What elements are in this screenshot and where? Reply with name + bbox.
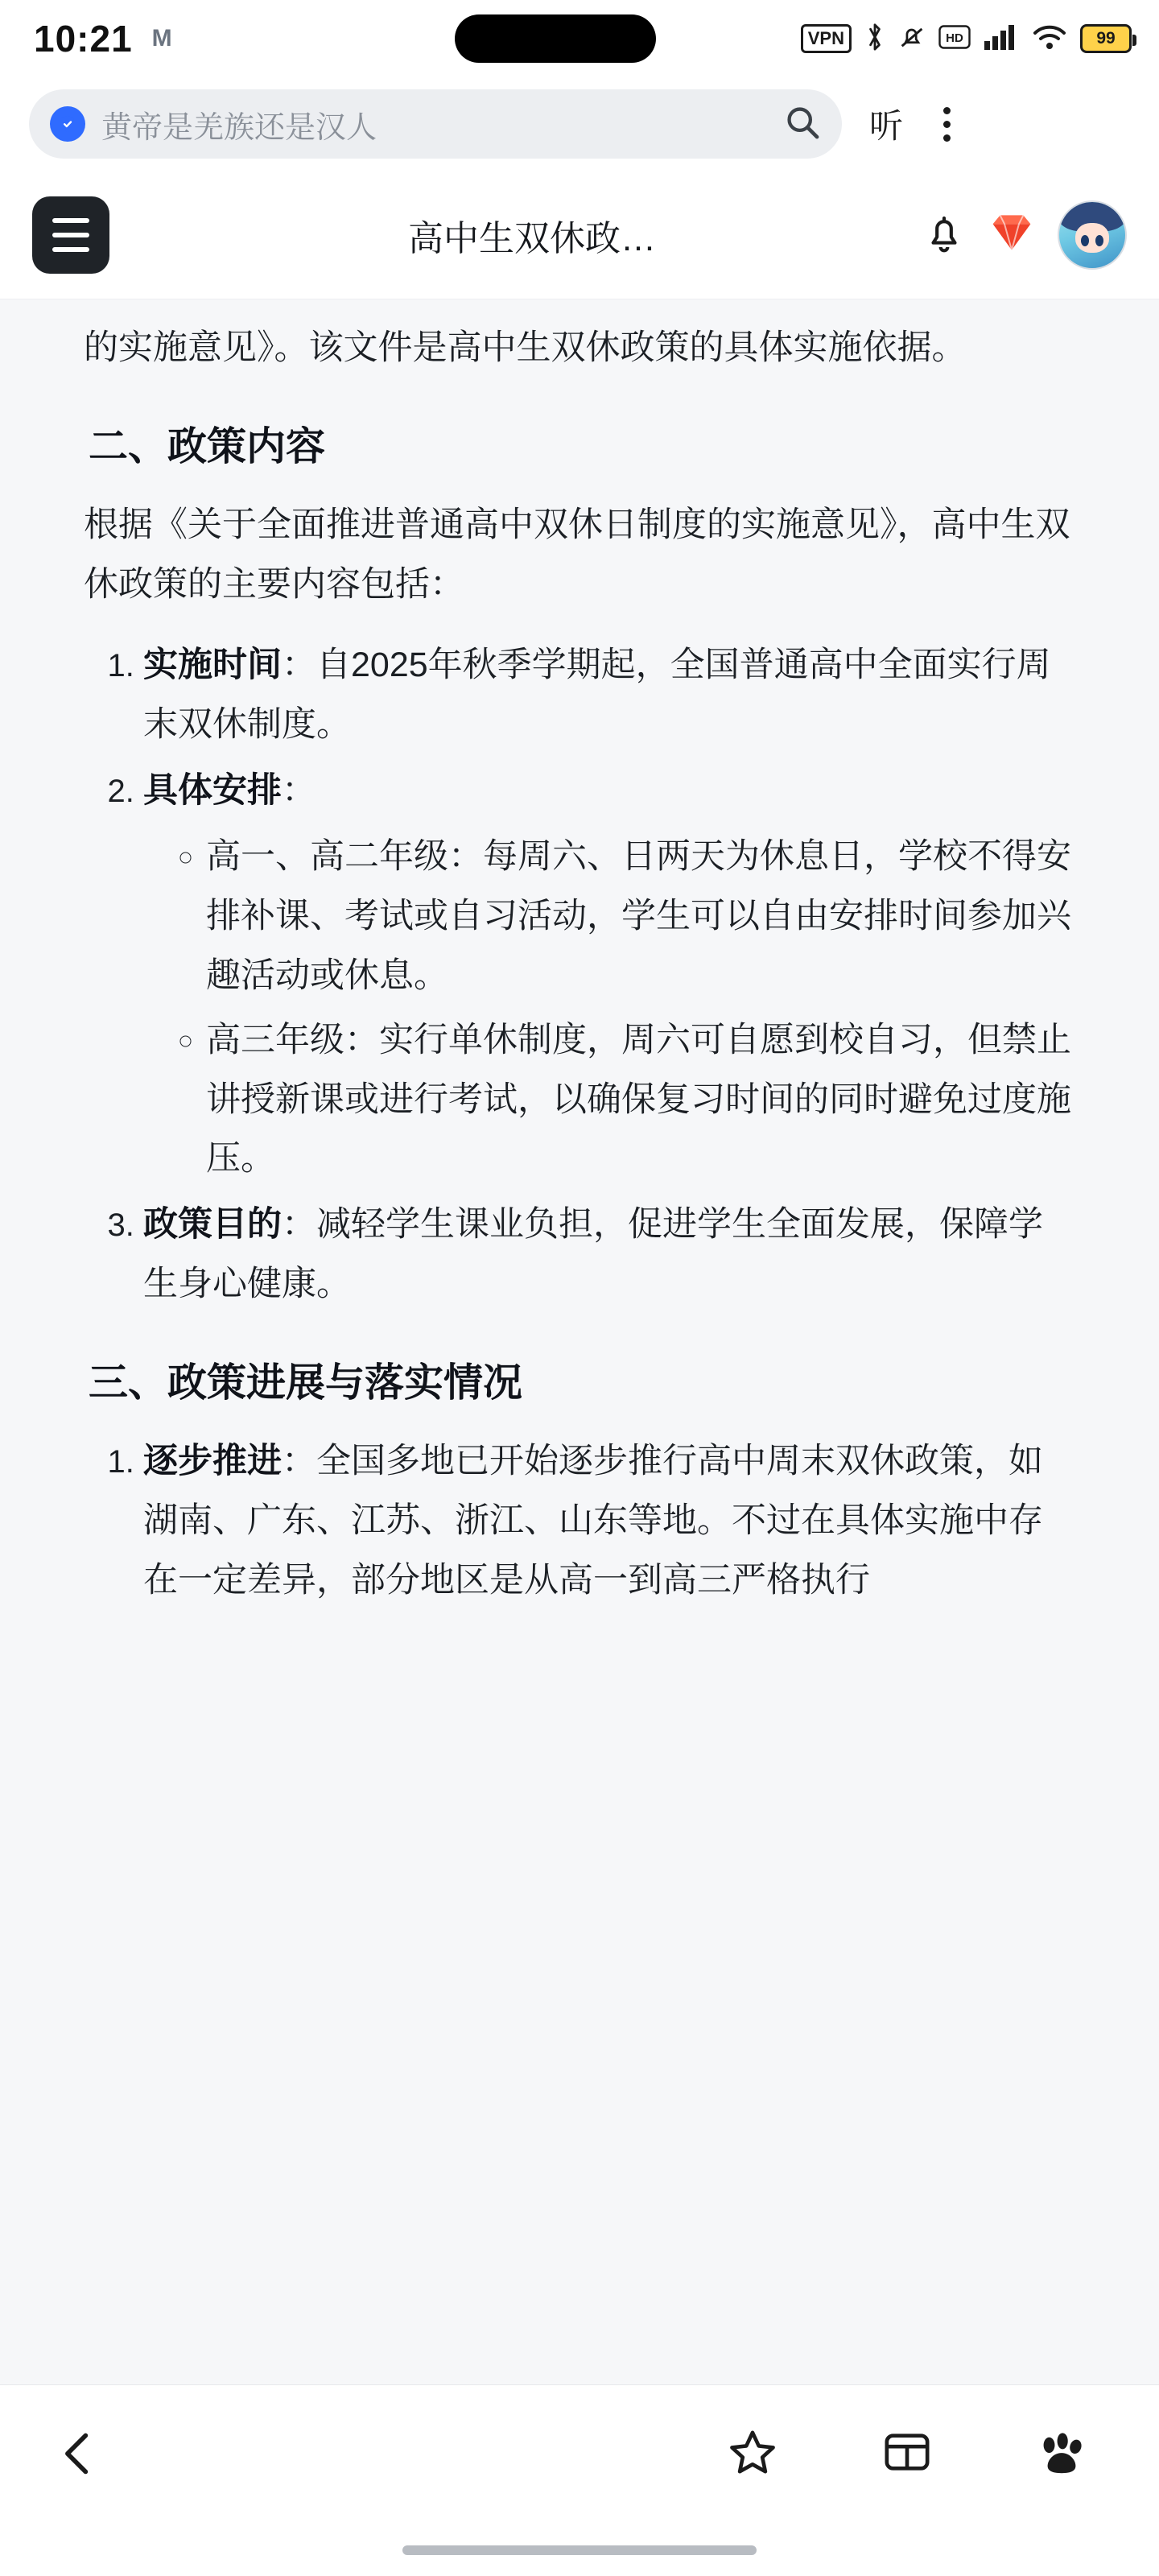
bluetooth-icon [864,22,885,56]
kebab-menu-icon[interactable] [930,102,963,147]
wifi-icon [1032,23,1067,55]
list-item-label: 政策目的 [143,1205,282,1245]
status-time: 10:21 [34,18,133,60]
verified-shield-icon [50,106,85,142]
list-item [143,1195,1075,1315]
list-item: ◦ 高一、高二年级：每周六、日两天为休息日，学校不得安排补课、考试或自习活动，学生可以自由安排时间参加兴趣活动或休息。 [206,828,1075,1006]
status-icons [801,0,1132,77]
list-item-label: 实施时间 [143,645,282,684]
article-content[interactable] [0,299,1159,2384]
notification-bell-icon[interactable] [922,209,966,260]
section2-sublist [206,828,1075,1190]
status-bar [0,0,1159,77]
hamburger-menu-icon[interactable] [32,196,109,274]
list-item-label: 逐步推进 [143,1442,282,1481]
list-item [143,636,1075,755]
notification-mute-icon [898,23,926,56]
section2-lead-paragraph: 根据《关于全面推进普通高中双休日制度的实施意见》，高中生双休政策的主要内容包括： [84,505,1070,604]
tabs-window-icon[interactable] [882,2428,932,2480]
search-icon[interactable] [784,104,821,145]
list-item: ◦ 高三年级：实行单休制度，周六可自愿到校自习，但禁止讲授新课或进行考试，以确保复习时间的同时避免过度施压。 [206,1011,1075,1190]
camera-notch [455,14,656,63]
section-heading-2: 二、政策内容 [89,424,326,469]
list-item-text: ：自2025年秋季学期起，全国普通高中全面实行周末双休制度。 [143,645,1051,744]
list-item-text: ： [282,770,316,810]
list-item-text: ：全国多地已开始逐步推行高中周末双休政策，如湖南、广东、江苏、浙江、山东等地。不过在具体实施中存在一定差异，部分地区是从高一到高三严格执行 [143,1442,1043,1600]
list-item-text: ：减轻学生课业负担，促进学生全面发展，保障学生身心健康。 [143,1205,1043,1304]
user-avatar[interactable] [1058,200,1127,270]
diamond-vip-icon[interactable] [988,211,1035,258]
list-item-label: 具体安排 [143,770,282,810]
svg-text:HD: HD [946,31,963,45]
star-favorite-icon[interactable] [728,2428,777,2480]
back-chevron-icon[interactable] [56,2429,153,2478]
page-title: 高中生双休政… [408,218,656,258]
home-indicator-bar[interactable] [402,2545,757,2555]
vpn-icon: VPN [801,24,852,53]
search-query-text: 黄帝是羌族还是汉人 [101,110,377,145]
section2-list [143,636,1075,1315]
cellular-signal-icon [984,23,1019,55]
browser-toolbar [0,77,1159,171]
list-item [143,1432,1075,1611]
battery-indicator: 99 [1080,24,1132,53]
bottom-navigation-bar [0,2384,1159,2576]
search-input[interactable] [29,89,842,159]
app-header [0,171,1159,299]
gmail-icon: M [151,25,172,52]
listen-button[interactable]: 听 [869,107,904,145]
section-heading-3: 三、政策进展与落实情况 [89,1361,523,1406]
article-intro-paragraph: 的实施意见》。该文件是高中生双休政策的具体实施依据。 [84,328,967,367]
section3-list [143,1432,1075,1611]
list-item [143,762,1075,1190]
baidu-paw-home-icon[interactable] [1037,2431,1082,2476]
hd-icon [938,25,971,53]
